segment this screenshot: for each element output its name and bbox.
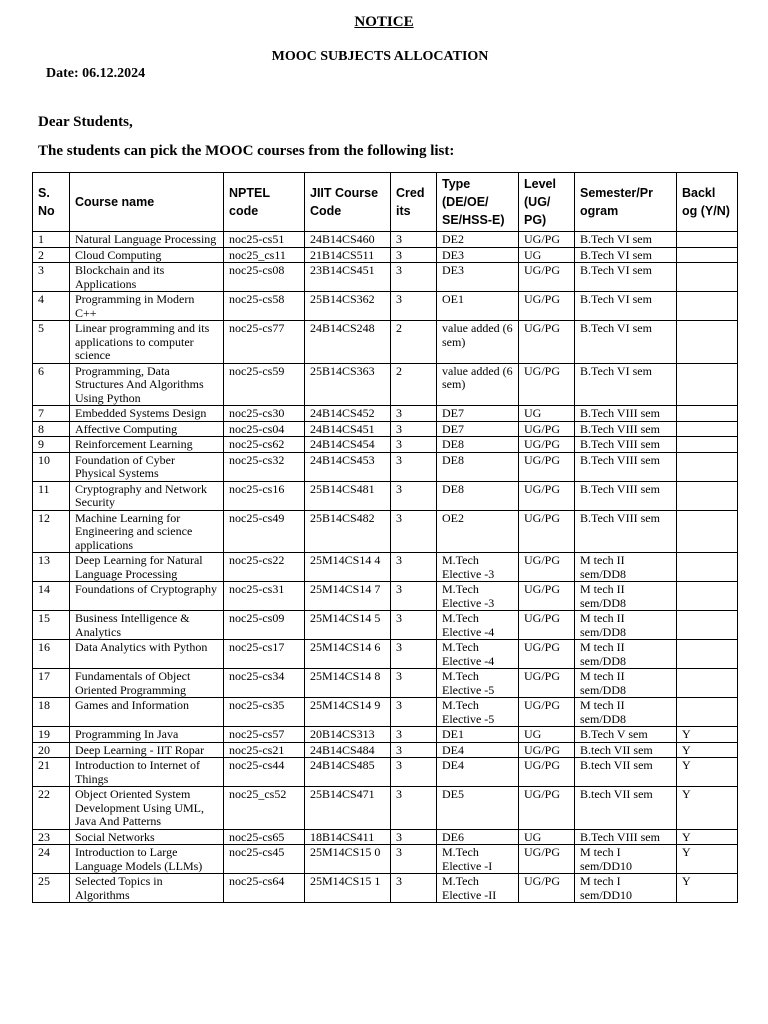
cell-type: M.Tech Elective -5	[437, 669, 519, 698]
cell-credits: 3	[391, 640, 437, 669]
cell-semester: M tech I sem/DD10	[575, 874, 677, 903]
cell-level: UG/PG	[519, 845, 575, 874]
cell-type: DE4	[437, 758, 519, 787]
cell-backlog	[677, 292, 738, 321]
cell-backlog	[677, 582, 738, 611]
cell-credits: 3	[391, 698, 437, 727]
cell-credits: 3	[391, 452, 437, 481]
cell-backlog	[677, 232, 738, 248]
table-row	[33, 421, 738, 437]
cell-course-name: Games and Information	[70, 698, 224, 727]
cell-nptel-code: noc25-cs51	[224, 232, 305, 248]
cell-sno: 12	[33, 510, 70, 553]
table-header-row	[33, 173, 738, 232]
table-row	[33, 363, 738, 406]
table-row	[33, 698, 738, 727]
cell-credits: 3	[391, 553, 437, 582]
cell-nptel-code: noc25-cs59	[224, 363, 305, 406]
header-credits: Cred its	[391, 173, 437, 232]
cell-course-name: Natural Language Processing	[70, 232, 224, 248]
cell-credits: 2	[391, 321, 437, 364]
cell-backlog: Y	[677, 829, 738, 845]
cell-sno: 19	[33, 727, 70, 743]
cell-semester: B.Tech VIII sem	[575, 437, 677, 453]
cell-semester: B.Tech VIII sem	[575, 829, 677, 845]
cell-sno: 9	[33, 437, 70, 453]
table-row	[33, 406, 738, 422]
cell-nptel-code: noc25-cs62	[224, 437, 305, 453]
cell-sno: 7	[33, 406, 70, 422]
table-row	[33, 845, 738, 874]
table-row	[33, 232, 738, 248]
cell-jiit-code: 24B14CS453	[305, 452, 391, 481]
cell-level: UG/PG	[519, 582, 575, 611]
cell-jiit-code: 25M14CS14 5	[305, 611, 391, 640]
cell-course-name: Foundations of Cryptography	[70, 582, 224, 611]
cell-nptel-code: noc25-cs04	[224, 421, 305, 437]
greeting: Dear Students,	[38, 114, 133, 130]
cell-course-name: Programming, Data Structures And Algorithms Using Python	[70, 363, 224, 406]
cell-semester: B.Tech VIII sem	[575, 510, 677, 553]
cell-type: M.Tech Elective -4	[437, 640, 519, 669]
cell-level: UG/PG	[519, 292, 575, 321]
cell-nptel-code: noc25-cs34	[224, 669, 305, 698]
cell-course-name: Selected Topics in Algorithms	[70, 874, 224, 903]
header-nptel-code: NPTEL code	[224, 173, 305, 232]
table-row	[33, 437, 738, 453]
cell-jiit-code: 25M14CS15 0	[305, 845, 391, 874]
cell-sno: 15	[33, 611, 70, 640]
cell-nptel-code: noc25-cs64	[224, 874, 305, 903]
cell-jiit-code: 25B14CS482	[305, 510, 391, 553]
cell-sno: 25	[33, 874, 70, 903]
table-row	[33, 263, 738, 292]
cell-sno: 13	[33, 553, 70, 582]
cell-level: UG/PG	[519, 510, 575, 553]
cell-semester: M tech I sem/DD10	[575, 845, 677, 874]
cell-jiit-code: 24B14CS452	[305, 406, 391, 422]
cell-course-name: Object Oriented System Development Using UML, Java And Patterns	[70, 787, 224, 830]
cell-sno: 3	[33, 263, 70, 292]
cell-sno: 5	[33, 321, 70, 364]
cell-credits: 3	[391, 232, 437, 248]
cell-sno: 10	[33, 452, 70, 481]
table-row	[33, 247, 738, 263]
cell-course-name: Programming in Modern C++	[70, 292, 224, 321]
cell-semester: M tech II sem/DD8	[575, 698, 677, 727]
header-type: Type (DE/OE/ SE/HSS-E)	[437, 173, 519, 232]
cell-type: value added (6 sem)	[437, 363, 519, 406]
cell-type: DE6	[437, 829, 519, 845]
cell-backlog	[677, 406, 738, 422]
cell-type: DE1	[437, 727, 519, 743]
cell-jiit-code: 25M14CS15 1	[305, 874, 391, 903]
cell-semester: M tech II sem/DD8	[575, 582, 677, 611]
table-row	[33, 829, 738, 845]
cell-semester: M tech II sem/DD8	[575, 553, 677, 582]
cell-jiit-code: 25B14CS481	[305, 481, 391, 510]
table-row	[33, 452, 738, 481]
table-row	[33, 510, 738, 553]
cell-semester: B.Tech VI sem	[575, 321, 677, 364]
cell-type: OE2	[437, 510, 519, 553]
cell-credits: 3	[391, 247, 437, 263]
cell-course-name: Foundation of Cyber Physical Systems	[70, 452, 224, 481]
cell-semester: M tech II sem/DD8	[575, 640, 677, 669]
cell-semester: B.Tech VIII sem	[575, 452, 677, 481]
cell-nptel-code: noc25-cs31	[224, 582, 305, 611]
cell-jiit-code: 23B14CS451	[305, 263, 391, 292]
cell-nptel-code: noc25-cs17	[224, 640, 305, 669]
cell-credits: 3	[391, 406, 437, 422]
cell-type: DE8	[437, 437, 519, 453]
table-row	[33, 481, 738, 510]
cell-semester: B.Tech VIII sem	[575, 481, 677, 510]
cell-course-name: Introduction to Large Language Models (LLMs)	[70, 845, 224, 874]
cell-credits: 3	[391, 481, 437, 510]
cell-level: UG/PG	[519, 742, 575, 758]
cell-sno: 8	[33, 421, 70, 437]
cell-level: UG/PG	[519, 640, 575, 669]
table-row	[33, 553, 738, 582]
cell-credits: 3	[391, 787, 437, 830]
cell-nptel-code: noc25_cs52	[224, 787, 305, 830]
cell-course-name: Business Intelligence & Analytics	[70, 611, 224, 640]
cell-nptel-code: noc25-cs32	[224, 452, 305, 481]
cell-type: M.Tech Elective -5	[437, 698, 519, 727]
cell-course-name: Affective Computing	[70, 421, 224, 437]
cell-backlog: Y	[677, 742, 738, 758]
header-semester: Semester/Pr ogram	[575, 173, 677, 232]
cell-level: UG/PG	[519, 669, 575, 698]
cell-credits: 3	[391, 829, 437, 845]
table-row	[33, 874, 738, 903]
cell-backlog	[677, 481, 738, 510]
cell-backlog	[677, 452, 738, 481]
cell-backlog: Y	[677, 727, 738, 743]
cell-backlog: Y	[677, 787, 738, 830]
cell-course-name: Introduction to Internet of Things	[70, 758, 224, 787]
cell-credits: 2	[391, 363, 437, 406]
cell-semester: B.Tech VI sem	[575, 247, 677, 263]
cell-sno: 6	[33, 363, 70, 406]
cell-jiit-code: 18B14CS411	[305, 829, 391, 845]
cell-nptel-code: noc25-cs09	[224, 611, 305, 640]
cell-level: UG/PG	[519, 363, 575, 406]
cell-type: M.Tech Elective -3	[437, 582, 519, 611]
cell-type: DE4	[437, 742, 519, 758]
cell-backlog	[677, 611, 738, 640]
cell-sno: 14	[33, 582, 70, 611]
cell-jiit-code: 24B14CS454	[305, 437, 391, 453]
cell-backlog	[677, 263, 738, 292]
subject-title: MOOC SUBJECTS ALLOCATION	[271, 49, 489, 64]
cell-course-name: Embedded Systems Design	[70, 406, 224, 422]
cell-credits: 3	[391, 669, 437, 698]
cell-credits: 3	[391, 263, 437, 292]
cell-level: UG/PG	[519, 787, 575, 830]
cell-type: DE2	[437, 232, 519, 248]
cell-level: UG/PG	[519, 421, 575, 437]
table-row	[33, 727, 738, 743]
cell-semester: B.tech VII sem	[575, 758, 677, 787]
cell-type: DE8	[437, 452, 519, 481]
cell-type: M.Tech Elective -I	[437, 845, 519, 874]
cell-course-name: Linear programming and its applications to computer science	[70, 321, 224, 364]
cell-backlog	[677, 553, 738, 582]
cell-level: UG	[519, 247, 575, 263]
cell-sno: 23	[33, 829, 70, 845]
cell-level: UG/PG	[519, 437, 575, 453]
cell-semester: B.Tech VIII sem	[575, 421, 677, 437]
cell-credits: 3	[391, 582, 437, 611]
cell-sno: 16	[33, 640, 70, 669]
cell-type: M.Tech Elective -4	[437, 611, 519, 640]
cell-level: UG/PG	[519, 553, 575, 582]
cell-jiit-code: 24B14CS248	[305, 321, 391, 364]
cell-backlog	[677, 421, 738, 437]
cell-jiit-code: 25B14CS471	[305, 787, 391, 830]
cell-course-name: Fundamentals of Object Oriented Programming	[70, 669, 224, 698]
cell-jiit-code: 24B14CS451	[305, 421, 391, 437]
cell-level: UG/PG	[519, 758, 575, 787]
cell-type: DE8	[437, 481, 519, 510]
cell-sno: 20	[33, 742, 70, 758]
cell-jiit-code: 24B14CS484	[305, 742, 391, 758]
cell-course-name: Programming In Java	[70, 727, 224, 743]
cell-nptel-code: noc25-cs57	[224, 727, 305, 743]
cell-credits: 3	[391, 742, 437, 758]
table-row	[33, 787, 738, 830]
cell-backlog	[677, 669, 738, 698]
cell-credits: 3	[391, 611, 437, 640]
cell-course-name: Data Analytics with Python	[70, 640, 224, 669]
cell-credits: 3	[391, 510, 437, 553]
cell-sno: 21	[33, 758, 70, 787]
header-course-name: Course name	[70, 173, 224, 232]
cell-sno: 18	[33, 698, 70, 727]
cell-type: M.Tech Elective -II	[437, 874, 519, 903]
cell-type: DE5	[437, 787, 519, 830]
cell-jiit-code: 25M14CS14 9	[305, 698, 391, 727]
cell-jiit-code: 24B14CS485	[305, 758, 391, 787]
cell-backlog	[677, 437, 738, 453]
cell-backlog	[677, 640, 738, 669]
cell-semester: B.Tech VI sem	[575, 232, 677, 248]
cell-jiit-code: 25M14CS14 7	[305, 582, 391, 611]
cell-jiit-code: 21B14CS511	[305, 247, 391, 263]
cell-semester: B.Tech VI sem	[575, 263, 677, 292]
cell-nptel-code: noc25-cs45	[224, 845, 305, 874]
cell-nptel-code: noc25-cs21	[224, 742, 305, 758]
cell-backlog: Y	[677, 874, 738, 903]
table-row	[33, 758, 738, 787]
cell-credits: 3	[391, 758, 437, 787]
cell-level: UG/PG	[519, 452, 575, 481]
cell-semester: B.Tech VIII sem	[575, 406, 677, 422]
cell-sno: 11	[33, 481, 70, 510]
notice-date: Date: 06.12.2024	[46, 66, 146, 81]
cell-credits: 3	[391, 845, 437, 874]
cell-sno: 1	[33, 232, 70, 248]
header-level: Level (UG/ PG)	[519, 173, 575, 232]
cell-type: OE1	[437, 292, 519, 321]
cell-jiit-code: 25M14CS14 6	[305, 640, 391, 669]
cell-level: UG/PG	[519, 874, 575, 903]
table-row	[33, 292, 738, 321]
cell-semester: B.Tech VI sem	[575, 292, 677, 321]
cell-semester: B.Tech V sem	[575, 727, 677, 743]
cell-semester: M tech II sem/DD8	[575, 611, 677, 640]
cell-level: UG	[519, 727, 575, 743]
table-row	[33, 611, 738, 640]
header-backlog: Backl og (Y/N)	[677, 173, 738, 232]
cell-backlog	[677, 247, 738, 263]
cell-type: DE3	[437, 263, 519, 292]
cell-course-name: Reinforcement Learning	[70, 437, 224, 453]
cell-level: UG	[519, 829, 575, 845]
table-row	[33, 669, 738, 698]
cell-jiit-code: 25B14CS363	[305, 363, 391, 406]
cell-nptel-code: noc25-cs58	[224, 292, 305, 321]
cell-backlog: Y	[677, 845, 738, 874]
cell-type: value added (6 sem)	[437, 321, 519, 364]
cell-nptel-code: noc25-cs77	[224, 321, 305, 364]
cell-course-name: Social Networks	[70, 829, 224, 845]
cell-type: DE7	[437, 406, 519, 422]
cell-nptel-code: noc25-cs65	[224, 829, 305, 845]
cell-sno: 4	[33, 292, 70, 321]
cell-nptel-code: noc25-cs08	[224, 263, 305, 292]
table-row	[33, 321, 738, 364]
cell-jiit-code: 20B14CS313	[305, 727, 391, 743]
cell-level: UG/PG	[519, 698, 575, 727]
cell-type: M.Tech Elective -3	[437, 553, 519, 582]
cell-backlog	[677, 363, 738, 406]
cell-nptel-code: noc25-cs49	[224, 510, 305, 553]
cell-sno: 24	[33, 845, 70, 874]
cell-jiit-code: 24B14CS460	[305, 232, 391, 248]
cell-nptel-code: noc25-cs22	[224, 553, 305, 582]
cell-nptel-code: noc25_cs11	[224, 247, 305, 263]
cell-sno: 17	[33, 669, 70, 698]
cell-sno: 22	[33, 787, 70, 830]
cell-credits: 3	[391, 421, 437, 437]
cell-level: UG/PG	[519, 263, 575, 292]
cell-course-name: Machine Learning for Engineering and science applications	[70, 510, 224, 553]
cell-level: UG	[519, 406, 575, 422]
cell-credits: 3	[391, 727, 437, 743]
header-sno: S. No	[33, 173, 70, 232]
cell-type: DE3	[437, 247, 519, 263]
cell-credits: 3	[391, 292, 437, 321]
cell-jiit-code: 25M14CS14 8	[305, 669, 391, 698]
table-body	[33, 232, 738, 903]
cell-nptel-code: noc25-cs44	[224, 758, 305, 787]
cell-jiit-code: 25M14CS14 4	[305, 553, 391, 582]
cell-credits: 3	[391, 874, 437, 903]
cell-semester: M tech II sem/DD8	[575, 669, 677, 698]
cell-level: UG/PG	[519, 481, 575, 510]
cell-course-name: Blockchain and its Applications	[70, 263, 224, 292]
cell-course-name: Deep Learning - IIT Ropar	[70, 742, 224, 758]
courses-table	[32, 172, 738, 903]
cell-backlog: Y	[677, 758, 738, 787]
table-row	[33, 582, 738, 611]
cell-course-name: Deep Learning for Natural Language Processing	[70, 553, 224, 582]
cell-level: UG/PG	[519, 321, 575, 364]
cell-course-name: Cloud Computing	[70, 247, 224, 263]
cell-level: UG/PG	[519, 232, 575, 248]
cell-semester: B.tech VII sem	[575, 742, 677, 758]
cell-sno: 2	[33, 247, 70, 263]
table-row	[33, 742, 738, 758]
cell-nptel-code: noc25-cs16	[224, 481, 305, 510]
notice-title: NOTICE	[354, 14, 414, 30]
cell-backlog	[677, 698, 738, 727]
header-jiit-code: JIIT Course Code	[305, 173, 391, 232]
cell-course-name: Cryptography and Network Security	[70, 481, 224, 510]
cell-backlog	[677, 510, 738, 553]
cell-backlog	[677, 321, 738, 364]
cell-jiit-code: 25B14CS362	[305, 292, 391, 321]
cell-semester: B.Tech VI sem	[575, 363, 677, 406]
cell-semester: B.tech VII sem	[575, 787, 677, 830]
cell-level: UG/PG	[519, 611, 575, 640]
table-row	[33, 640, 738, 669]
cell-credits: 3	[391, 437, 437, 453]
cell-type: DE7	[437, 421, 519, 437]
intro-text: The students can pick the MOOC courses from the following list:	[38, 143, 455, 159]
cell-nptel-code: noc25-cs30	[224, 406, 305, 422]
cell-nptel-code: noc25-cs35	[224, 698, 305, 727]
